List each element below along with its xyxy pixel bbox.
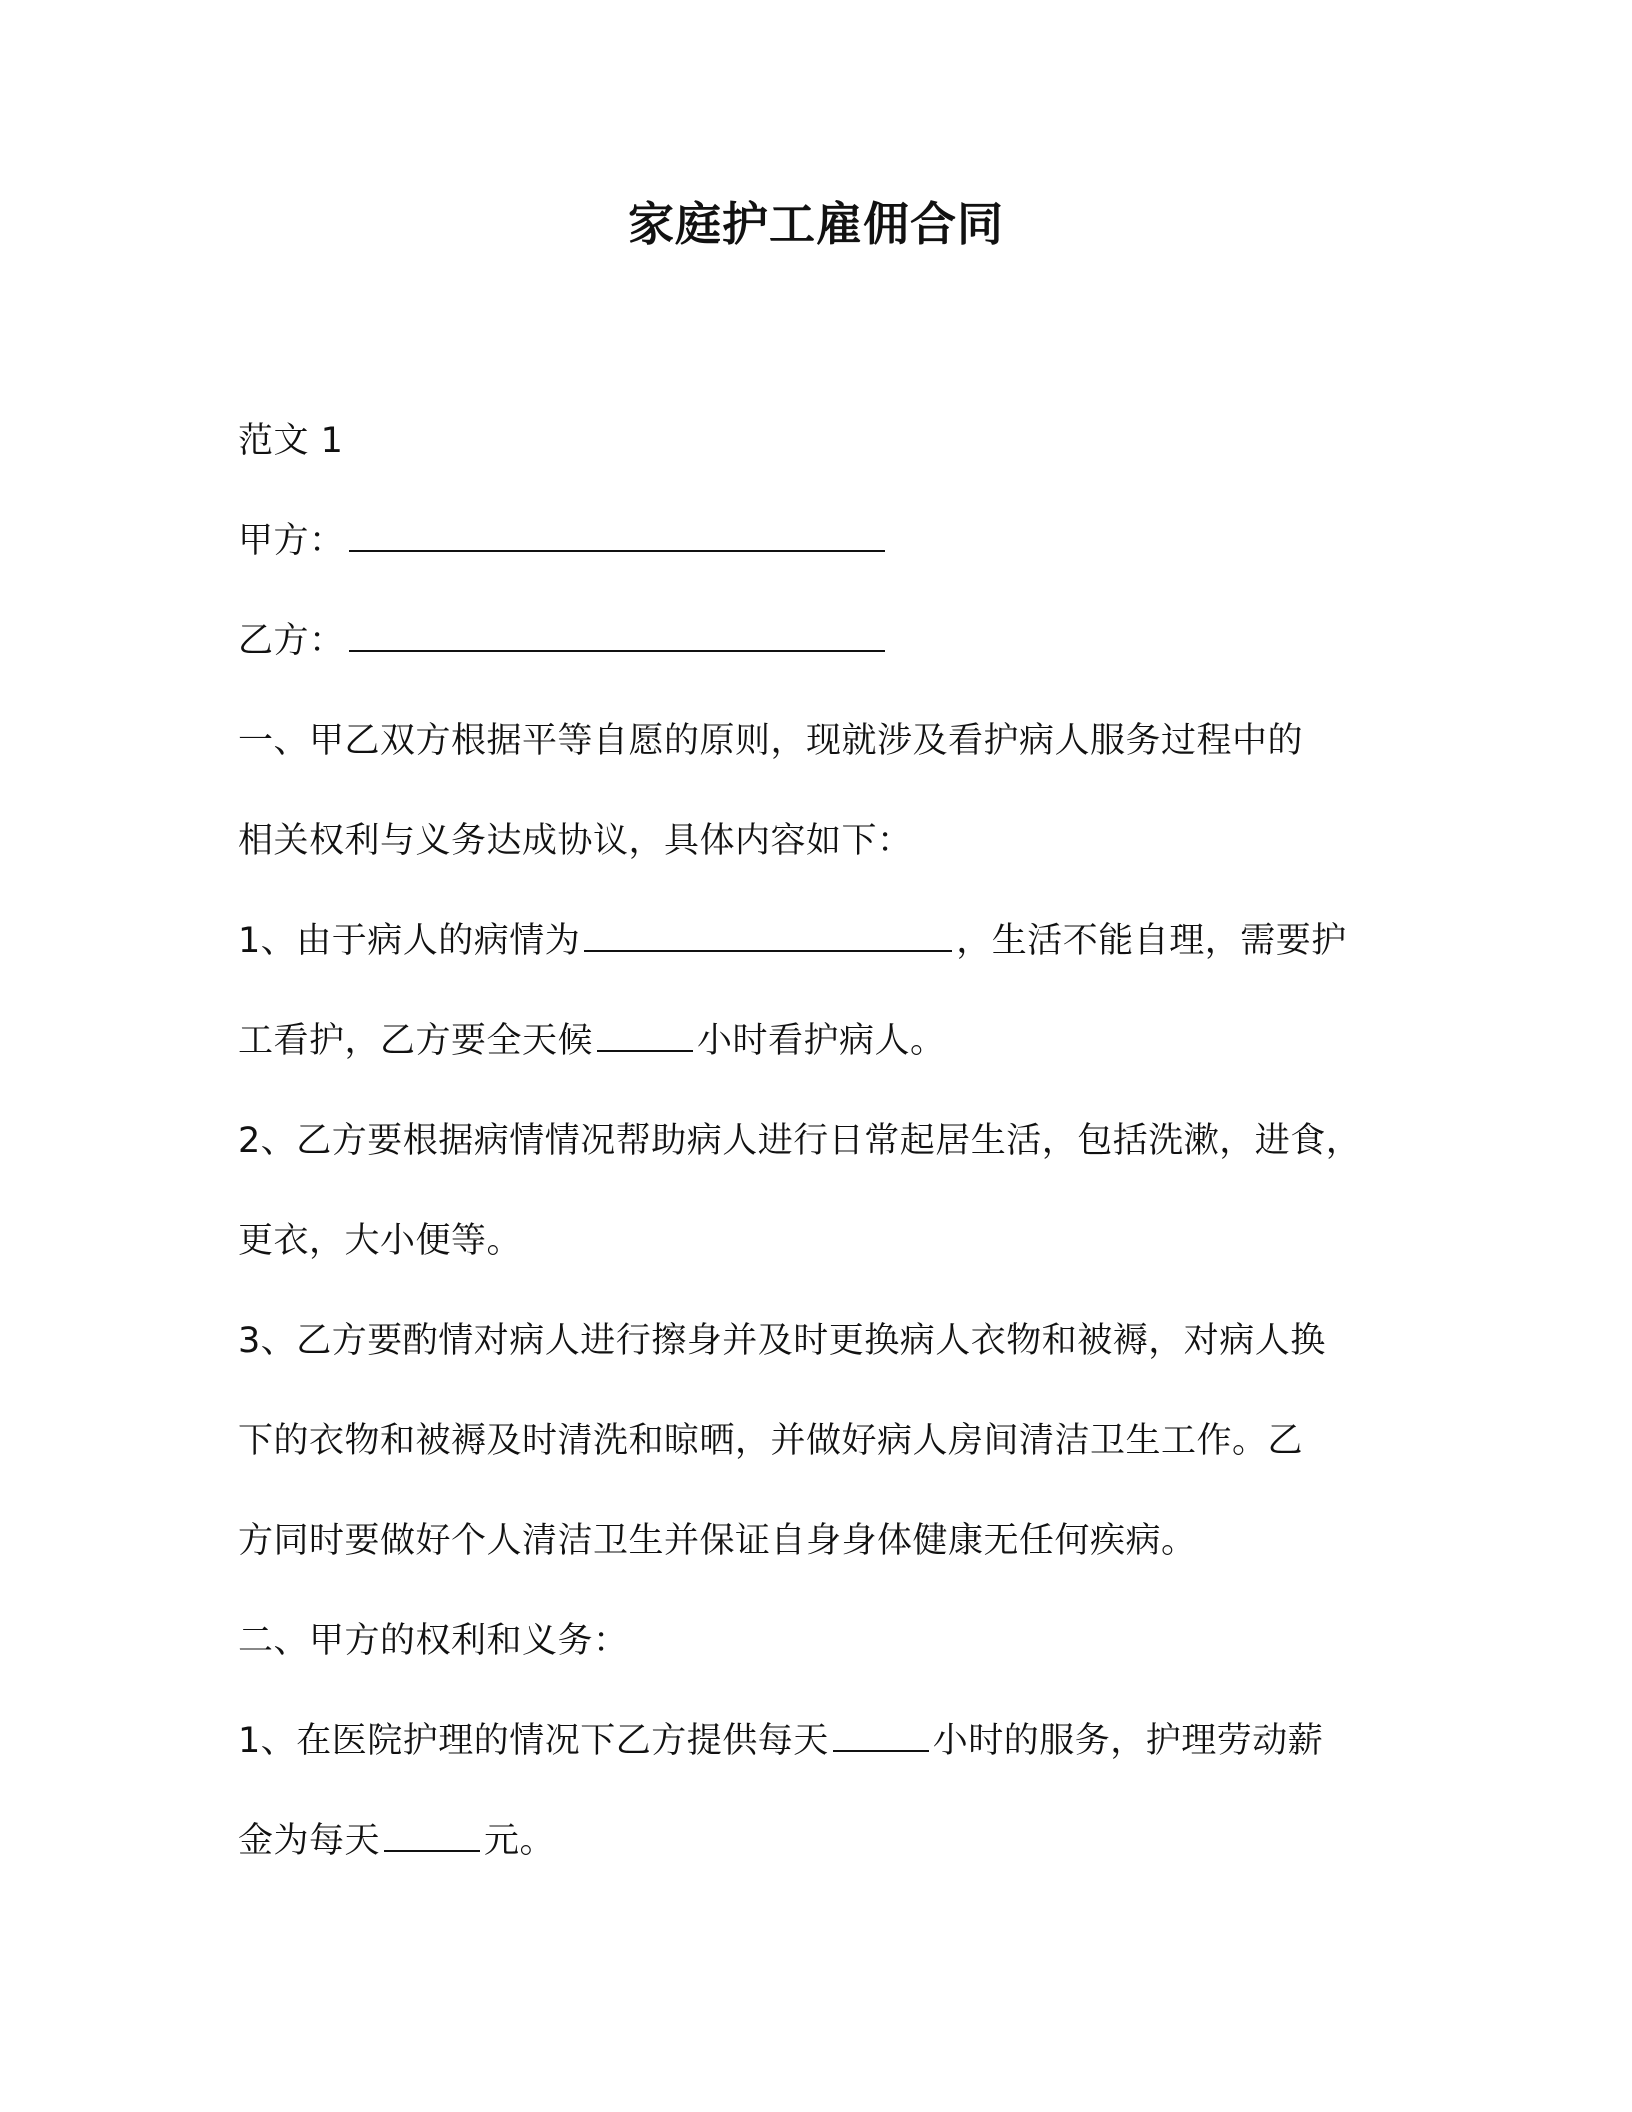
item-1-text-b: ，生活不能自理，需要护 xyxy=(956,921,1347,961)
section-2-item-1-text-b: 小时的服务，护理劳动薪 xyxy=(932,1721,1324,1761)
party-b-label: 乙方： xyxy=(238,621,345,661)
section-2-item-1-text-d: 元。 xyxy=(484,1821,556,1861)
document-title: 家庭护工雇佣合同 xyxy=(628,197,1004,251)
item-1-text-a: 1、由于病人的病情为 xyxy=(238,921,581,961)
party-a-label: 甲方： xyxy=(238,521,345,561)
party-b-blank[interactable] xyxy=(349,624,885,652)
sample-label: 范文 1 xyxy=(238,421,344,461)
item-1-text-c: 工看护，乙方要全天候 xyxy=(238,1021,594,1061)
item-3-line-3: 方同时要做好个人清洁卫生并保证自身身体健康无任何疾病。 xyxy=(238,1521,1197,1561)
section-2-item-1-line-1 xyxy=(238,1716,1323,1766)
item-1-line-1 xyxy=(238,916,1347,966)
daily-wage-blank[interactable] xyxy=(384,1824,480,1852)
party-a-line xyxy=(238,516,889,566)
service-hours-blank[interactable] xyxy=(833,1724,929,1752)
item-1-line-2 xyxy=(238,1016,946,1066)
party-b-line xyxy=(238,616,889,666)
item-1-text-d: 小时看护病人。 xyxy=(697,1021,946,1061)
item-2-line-1: 2、乙方要根据病情情况帮助病人进行日常起居生活，包括洗漱，进食， xyxy=(238,1121,1362,1161)
item-2-line-2: 更衣，大小便等。 xyxy=(238,1221,523,1261)
item-3-line-1: 3、乙方要酌情对病人进行擦身并及时更换病人衣物和被褥，对病人换 xyxy=(238,1321,1326,1361)
section-2-item-1-text-c: 金为每天 xyxy=(238,1821,381,1861)
section-1-line-1: 一、甲乙双方根据平等自愿的原则，现就涉及看护病人服务过程中的 xyxy=(238,721,1304,761)
section-2-item-1-text-a: 1、在医院护理的情况下乙方提供每天 xyxy=(238,1721,829,1761)
party-a-blank[interactable] xyxy=(349,524,885,552)
section-2-heading: 二、甲方的权利和义务： xyxy=(238,1621,629,1661)
section-1-line-2: 相关权利与义务达成协议，具体内容如下： xyxy=(238,821,913,861)
section-2-item-1-line-2 xyxy=(238,1816,555,1866)
illness-blank[interactable] xyxy=(584,924,952,952)
item-3-line-2: 下的衣物和被褥及时清洗和晾晒，并做好病人房间清洁卫生工作。乙 xyxy=(238,1421,1304,1461)
hours-blank[interactable] xyxy=(597,1024,693,1052)
